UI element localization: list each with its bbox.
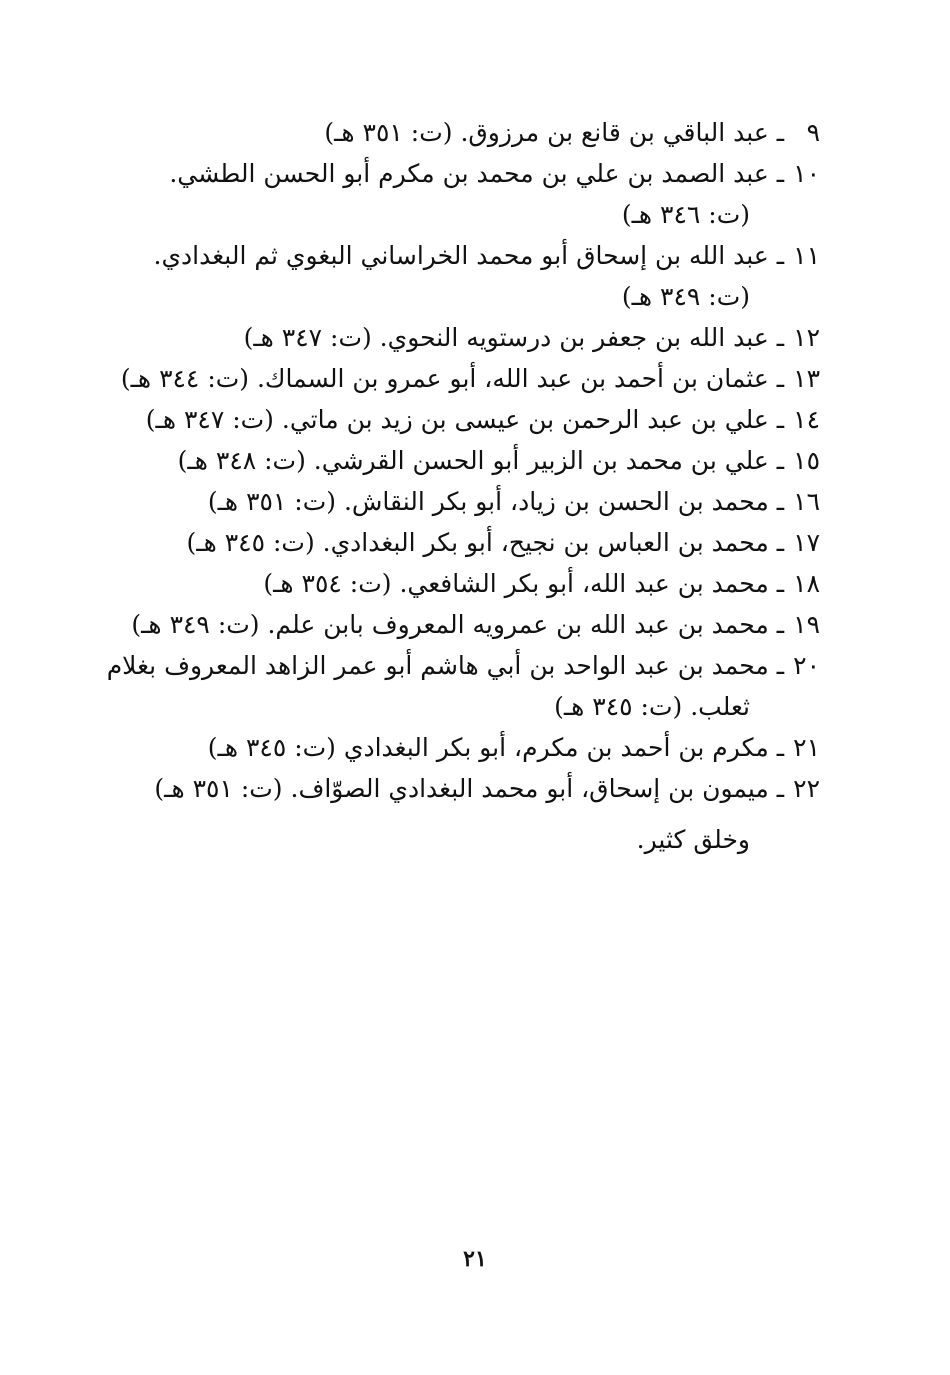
list-item xyxy=(130,481,820,522)
list-item xyxy=(130,112,820,153)
entry-number: ١٢ xyxy=(793,323,820,352)
entry-continuation: (ت: ٣٤٦ هـ) xyxy=(621,200,750,229)
list-item xyxy=(130,522,820,563)
narrators-list xyxy=(106,112,820,885)
entry-text: ـ محمد بن الحسن بن زياد، أبو بكر النقاش. (ت: ٣٥١ هـ) xyxy=(207,487,785,516)
entry-text: ـ محمد بن عبد الله بن عمرويه المعروف بابن علم. (ت: ٣٤٩ هـ) xyxy=(131,610,785,639)
entry-text: ـ علي بن عبد الرحمن بن عيسى بن زيد بن ماتي. (ت: ٣٤٧ هـ) xyxy=(145,405,785,434)
entry-number: ٩ xyxy=(806,118,820,147)
entry-number: ١١ xyxy=(793,241,820,270)
entry-continuation: ثعلب. (ت: ٣٤٥ هـ) xyxy=(554,692,750,721)
list-item xyxy=(130,440,820,481)
entry-number: ١٥ xyxy=(793,446,820,475)
list-item xyxy=(130,399,820,440)
entry-text: ـ محمد بن عبد الله، أبو بكر الشافعي. (ت: ٣٥٤ هـ) xyxy=(263,569,785,598)
entry-number: ٢٠ xyxy=(793,651,820,680)
entry-number: ١٤ xyxy=(793,405,820,434)
list-item xyxy=(130,768,820,809)
closing-line: وخلق كثير. xyxy=(636,825,750,854)
page-number: ٢١ xyxy=(463,1246,487,1272)
entry-number: ١٩ xyxy=(793,610,820,639)
entry-text: ـ محمد بن العباس بن نجيح، أبو بكر البغدادي. (ت: ٣٤٥ هـ) xyxy=(186,528,785,557)
list-item xyxy=(106,645,820,727)
entry-number: ٢٢ xyxy=(793,774,820,803)
list-item xyxy=(130,153,820,235)
entry-text: ـ ميمون بن إسحاق، أبو محمد البغدادي الصوّاف. (ت: ٣٥١ هـ) xyxy=(154,774,785,803)
list-item xyxy=(130,563,820,604)
list-item xyxy=(130,604,820,645)
entry-text: ـ عثمان بن أحمد بن عبد الله، أبو عمرو بن السماك. (ت: ٣٤٤ هـ) xyxy=(120,364,785,393)
entry-number: ١٧ xyxy=(793,528,820,557)
entry-continuation: (ت: ٣٤٩ هـ) xyxy=(621,282,750,311)
entry-text: ـ عبد الباقي بن قانع بن مرزوق. (ت: ٣٥١ هـ) xyxy=(324,118,785,147)
entry-number: ١٨ xyxy=(793,569,820,598)
list-item xyxy=(130,235,820,317)
entry-text: ـ محمد بن عبد الواحد بن أبي هاشم أبو عمر الزاهد المعروف بغلام xyxy=(106,651,785,680)
list-item xyxy=(130,317,820,358)
entry-text: ـ مكرم بن أحمد بن مكرم، أبو بكر البغدادي (ت: ٣٤٥ هـ) xyxy=(207,733,785,762)
entry-text: ـ عبد الصمد بن علي بن محمد بن مكرم أبو الحسن الطشي. xyxy=(169,159,785,188)
entry-number: ٢١ xyxy=(793,733,820,762)
entry-text: ـ علي بن محمد بن الزبير أبو الحسن القرشي. (ت: ٣٤٨ هـ) xyxy=(177,446,785,475)
list-item xyxy=(120,358,820,399)
entry-text: ـ عبد الله بن إسحاق أبو محمد الخراساني البغوي ثم البغدادي. xyxy=(153,241,785,270)
entry-number: ١٠ xyxy=(793,159,820,188)
entry-text: ـ عبد الله بن جعفر بن درستويه النحوي. (ت: ٣٤٧ هـ) xyxy=(243,323,785,352)
entry-number: ١٣ xyxy=(793,364,820,393)
list-item xyxy=(130,727,820,768)
entry-number: ١٦ xyxy=(793,487,820,516)
